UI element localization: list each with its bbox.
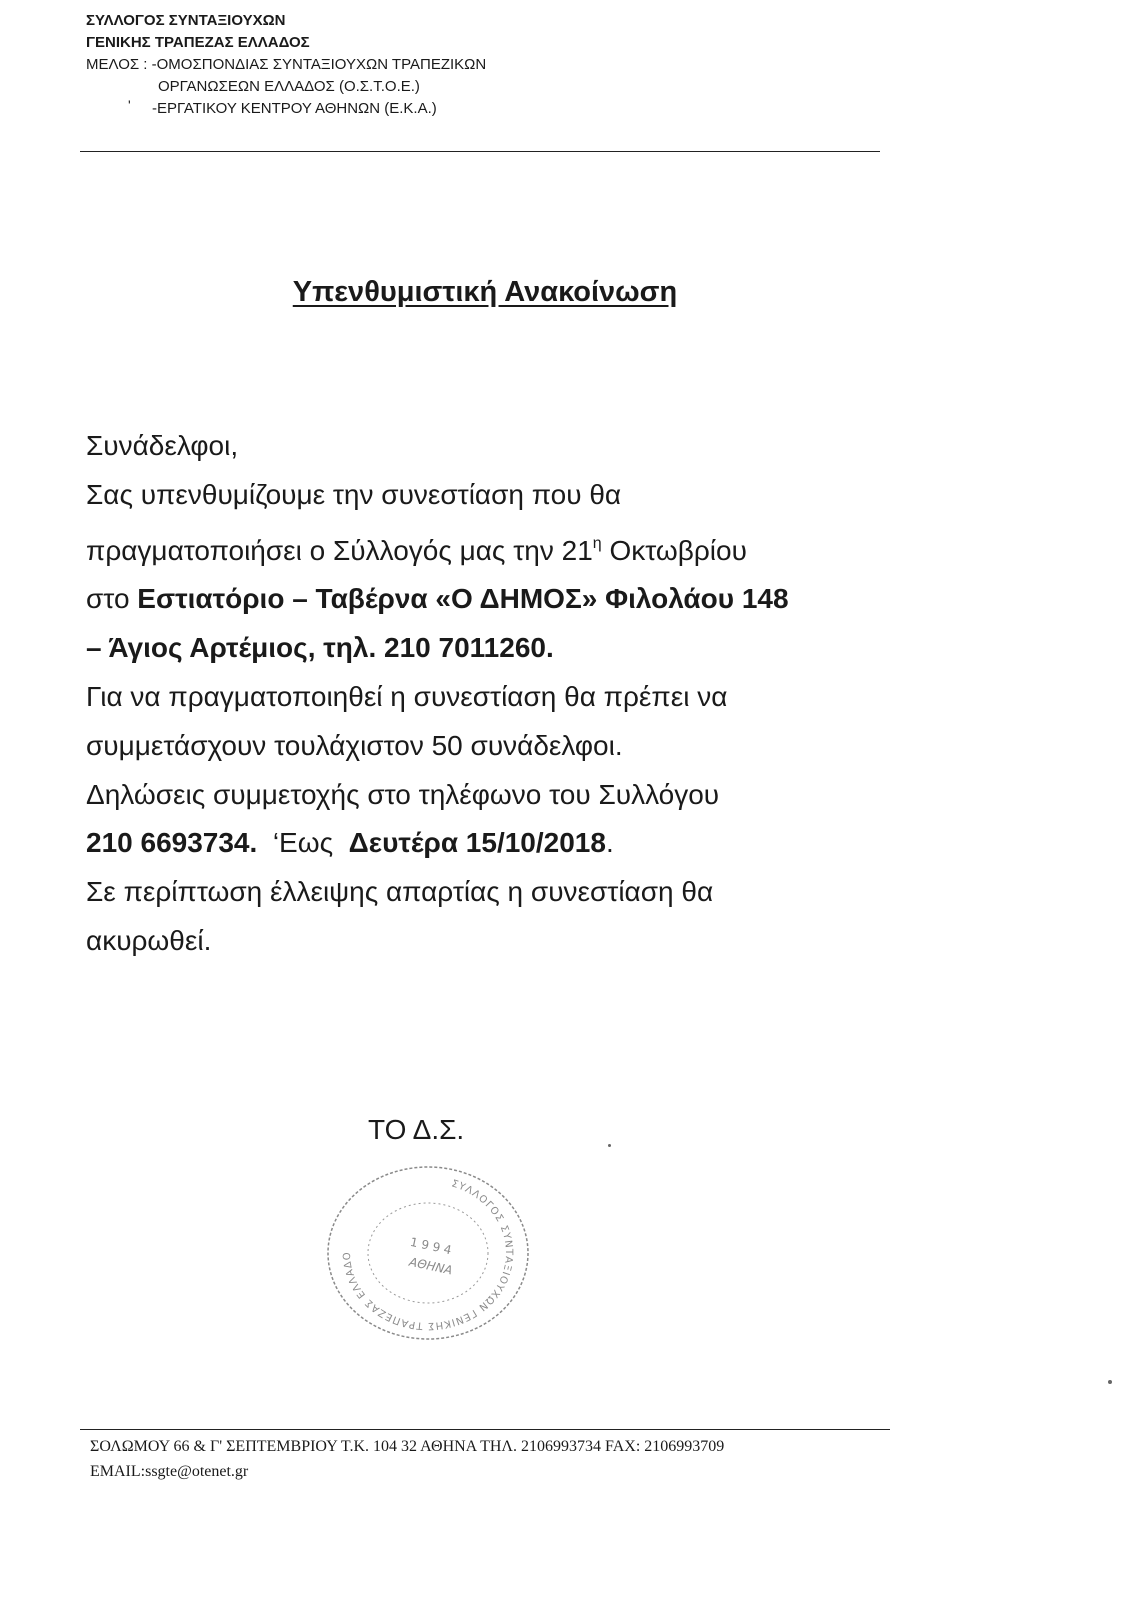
header-divider (80, 151, 880, 152)
svg-text:ΑΘΗΝΑ: ΑΘΗΝΑ (407, 1254, 454, 1278)
announcement-body (86, 422, 986, 966)
footer-divider (80, 1429, 890, 1430)
member-line3: -ΕΡΓΑΤΙΚΟΥ ΚΕΝΤΡΟΥ ΑΘΗΝΩΝ (Ε.Κ.Α.) (152, 100, 437, 117)
body-text: Οκτωβρίου (601, 534, 747, 566)
signature-board: ΤΟ Δ.Σ. (368, 1114, 465, 1145)
deadline-date: Δευτέρα 15/10/2018 (348, 827, 606, 859)
body-line: Σας υπενθυμίζουμε την συνεστίαση που θα (86, 478, 622, 510)
body-line: Για να πραγματοποιηθεί η συνεστίαση θα πρέπει να (86, 680, 728, 712)
body-line (86, 520, 986, 576)
org-name-line1: ΣΥΛΛΟΓΟΣ ΣΥΝΤΑΞΙΟΥΧΩΝ (86, 12, 286, 29)
scan-speck (608, 1144, 611, 1147)
round-seal-icon (318, 1158, 538, 1353)
ordinal-superscript: η (592, 534, 602, 552)
body-line (86, 624, 986, 673)
body-line (86, 575, 986, 624)
body-line: ακυρωθεί. (86, 924, 212, 956)
body-text: ‘Εως (257, 827, 349, 859)
body-line: Σε περίπτωση έλλειψης απαρτίας η συνεστίαση θα (86, 876, 714, 908)
venue-address: – Άγιος Αρτέμιος, τηλ. 210 7011260. (86, 632, 554, 664)
letterhead (86, 10, 486, 120)
footer (90, 1434, 724, 1484)
association-phone: 210 6693734. (86, 827, 258, 859)
venue-name: Εστιατόριο – Ταβέρνα «Ο ΔΗΜΟΣ» Φιλολάου 148 (137, 583, 789, 615)
footer-address: ΣΟΛΩΜΟΥ 66 & Γ' ΣΕΠΤΕΜΒΡΙΟΥ Τ.Κ. 104 32 ΑΘΗΝΑ ΤΗΛ. 2106993734 FAX: 2106993709 (90, 1438, 725, 1455)
scan-speck (1108, 1380, 1112, 1384)
scan-mark: ʹ (128, 97, 131, 113)
svg-text:ΣΥΛΛΟΓΟΣ ΣΥΝΤΑΞΙΟΥΧΩΝ ΓΕΝΙΚΗΣ: ΣΥΛΛΟΓΟΣ ΣΥΝΤΑΞΙΟΥΧΩΝ ΓΕΝΙΚΗΣ ΤΡΑΠΕΖΑΣ ΕΛΛΑΔΟ (341, 1178, 515, 1332)
body-text: . (605, 827, 614, 859)
footer-email: EMAIL:ssgte@otenet.gr (90, 1463, 249, 1480)
body-line (86, 819, 986, 868)
org-name-line2: ΓΕΝΙΚΗΣ ΤΡΑΠΕΖΑΣ ΕΛΛΑΔΟΣ (86, 34, 310, 51)
member-line1: ΜΕΛΟΣ : -ΟΜΟΣΠΟΝΔΙΑΣ ΣΥΝΤΑΞΙΟΥΧΩΝ ΤΡΑΠΕΖΙΚΩΝ (86, 56, 487, 73)
body-text: στο (86, 583, 138, 615)
greeting: Συνάδελφοι, (86, 430, 239, 461)
announcement-title: Υπενθυμιστική Ανακοίνωση (292, 276, 678, 308)
member-line2: ΟΡΓΑΝΩΣΕΩΝ ΕΛΛΑΔΟΣ (Ο.Σ.Τ.Ο.Ε.) (158, 78, 420, 95)
body-text: πραγματοποιήσει ο Σύλλογός μας την 21 (86, 534, 593, 566)
svg-text:1 9 9 4: 1 9 9 4 (408, 1234, 453, 1258)
body-line: συμμετάσχουν τουλάχιστον 50 συνάδελφοι. (86, 729, 623, 761)
body-line: Δηλώσεις συμμετοχής στο τηλέφωνο του Συλλόγου (86, 778, 720, 810)
